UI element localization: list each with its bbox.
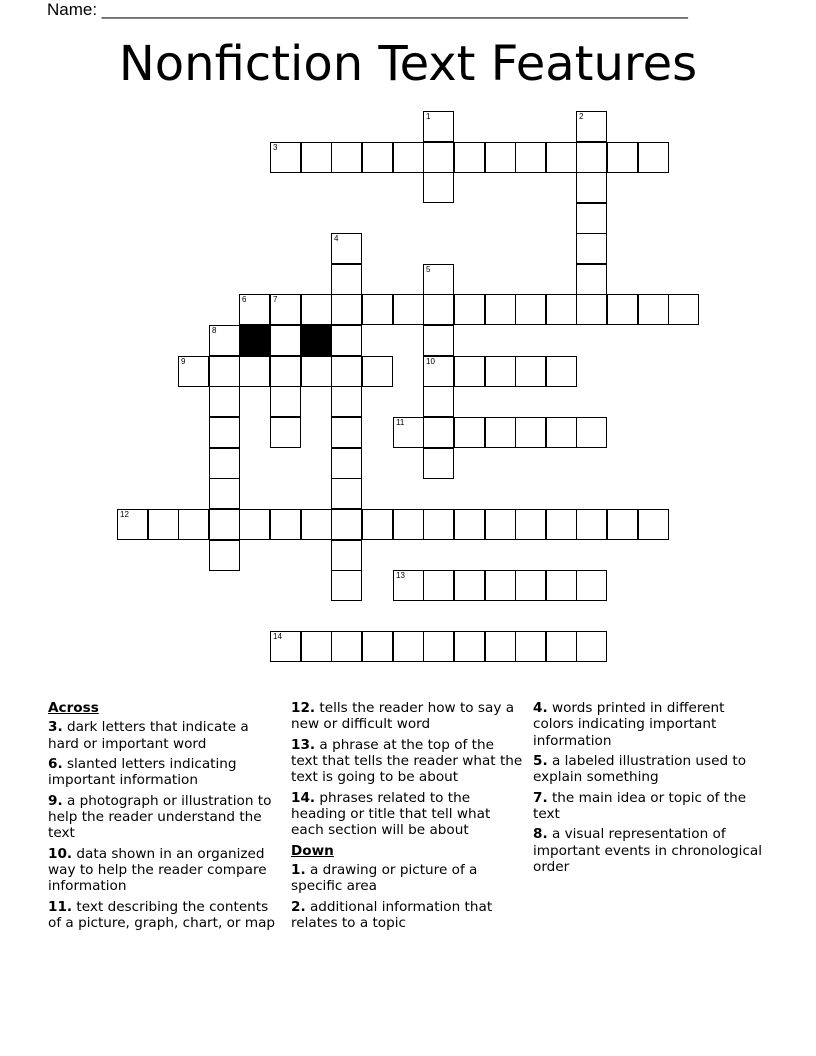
clue-number: 1.	[291, 862, 306, 879]
crossword-cell[interactable]	[454, 570, 485, 601]
crossword-cell[interactable]	[576, 203, 607, 234]
crossword-cell[interactable]	[331, 509, 362, 540]
crossword-cell[interactable]	[239, 356, 270, 387]
crossword-cell[interactable]	[576, 233, 607, 264]
crossword-cell[interactable]	[270, 509, 301, 540]
crossword-cell[interactable]	[454, 142, 485, 173]
crossword-cell[interactable]	[423, 111, 454, 142]
clue-text: text describing the contents of a picture, graph, chart, or map	[48, 898, 276, 932]
crossword-cell[interactable]	[454, 631, 485, 662]
page-title: Nonfiction Text Features	[118, 36, 698, 92]
crossword-cell[interactable]	[485, 570, 516, 601]
clue-text: tells the reader how to say a new or difficult word	[291, 700, 515, 733]
clue-text: a drawing or picture of a specific area	[291, 862, 478, 895]
crossword-cell[interactable]	[270, 386, 301, 417]
clues-column-2	[291, 700, 523, 935]
clue-text: dark letters that indicate a hard or important word	[48, 719, 249, 752]
crossword-block	[239, 325, 270, 356]
crossword-cell[interactable]	[515, 417, 546, 448]
clue-number-label: 13	[396, 571, 405, 580]
clue-down-5	[533, 753, 765, 786]
clue-text: a visual representation of important events in chronological order	[533, 826, 763, 876]
clue-number-label: 9	[181, 357, 186, 366]
clue-number-label: 7	[273, 295, 278, 304]
crossword-cell[interactable]	[638, 142, 669, 173]
crossword-cell[interactable]	[393, 509, 424, 540]
crossword-cell[interactable]	[178, 356, 209, 387]
crossword-cell[interactable]	[178, 509, 209, 540]
crossword-cell[interactable]	[607, 294, 638, 325]
crossword-cell[interactable]	[209, 509, 240, 540]
crossword-cell[interactable]	[362, 509, 393, 540]
clue-down-1	[291, 862, 523, 895]
clue-text: the main idea or topic of the text	[533, 789, 747, 823]
clue-number-label: 12	[120, 510, 129, 519]
clue-number: 2.	[291, 898, 306, 915]
clue-text: a labeled illustration used to explain something	[533, 753, 747, 786]
clue-text: slanted letters indicating important information	[48, 756, 237, 789]
crossword-cell[interactable]	[362, 142, 393, 173]
crossword-cell[interactable]	[301, 631, 332, 662]
crossword-cell[interactable]	[423, 509, 454, 540]
crossword-cell[interactable]	[331, 417, 362, 448]
crossword-cell[interactable]	[331, 142, 362, 173]
crossword-cell[interactable]	[393, 570, 424, 601]
crossword-cell[interactable]	[301, 294, 332, 325]
crossword-cell[interactable]	[546, 570, 577, 601]
crossword-cell[interactable]	[423, 417, 454, 448]
crossword-cell[interactable]	[576, 142, 607, 173]
clue-number: 14.	[291, 789, 316, 806]
crossword-cell[interactable]	[331, 233, 362, 264]
crossword-cell[interactable]	[362, 356, 393, 387]
crossword-cell[interactable]	[423, 264, 454, 295]
crossword-cell[interactable]	[393, 294, 424, 325]
clue-number-label: 14	[273, 632, 282, 641]
crossword-cell[interactable]	[546, 294, 577, 325]
crossword-cell[interactable]	[515, 294, 546, 325]
clue-number-label: 11	[396, 418, 405, 427]
clue-number-label: 4	[334, 234, 339, 243]
crossword-cell[interactable]	[576, 417, 607, 448]
clue-number: 5.	[533, 753, 548, 770]
clue-number: 4.	[533, 700, 548, 716]
clue-text: data shown in an organized way to help the reader compare information	[48, 845, 267, 895]
crossword-cell[interactable]	[485, 356, 516, 387]
crossword-cell[interactable]	[515, 509, 546, 540]
crossword-cell[interactable]	[270, 356, 301, 387]
clue-number: 10.	[48, 845, 73, 862]
clue-down-7	[533, 790, 765, 823]
clues-column-1	[48, 700, 280, 935]
clue-number: 7.	[533, 789, 548, 806]
crossword-cell[interactable]	[576, 111, 607, 142]
crossword-cell[interactable]	[576, 172, 607, 203]
crossword-cell[interactable]	[515, 356, 546, 387]
crossword-cell[interactable]	[301, 356, 332, 387]
clue-number-label: 8	[212, 326, 217, 335]
crossword-cell[interactable]	[331, 448, 362, 479]
crossword-cell[interactable]	[546, 417, 577, 448]
crossword-cell[interactable]	[638, 509, 669, 540]
crossword-cell[interactable]	[485, 417, 516, 448]
clue-text: words printed in different colors indicating important information	[533, 700, 725, 749]
clue-number: 3.	[48, 719, 63, 736]
crossword-cell[interactable]	[668, 294, 699, 325]
clue-across-9	[48, 793, 280, 842]
crossword-cell[interactable]	[454, 509, 485, 540]
crossword-cell[interactable]	[423, 294, 454, 325]
crossword-cell[interactable]	[607, 142, 638, 173]
crossword-cell[interactable]	[270, 294, 301, 325]
clue-number-label: 5	[426, 265, 431, 274]
name-line: Name: ______________________________________________________________	[47, 0, 688, 19]
crossword-cell[interactable]	[239, 294, 270, 325]
clue-text: phrases related to the heading or title that tell what each section will be about	[291, 789, 491, 839]
crossword-cell[interactable]	[301, 509, 332, 540]
crossword-cell[interactable]	[331, 570, 362, 601]
clue-number: 6.	[48, 756, 63, 773]
clue-number-label: 1	[426, 112, 431, 121]
crossword-block	[301, 325, 332, 356]
crossword-cell[interactable]	[209, 356, 240, 387]
crossword-cell[interactable]	[209, 540, 240, 571]
crossword-cell[interactable]	[485, 509, 516, 540]
crossword-cell[interactable]	[546, 631, 577, 662]
crossword-cell[interactable]	[209, 478, 240, 509]
crossword-cell[interactable]	[423, 325, 454, 356]
crossword-cell[interactable]	[331, 631, 362, 662]
clue-number: 13.	[291, 736, 316, 753]
clue-number: 8.	[533, 826, 548, 843]
crossword-cell[interactable]	[454, 356, 485, 387]
crossword-cell[interactable]	[239, 509, 270, 540]
crossword-cell[interactable]	[393, 142, 424, 173]
crossword-cell[interactable]	[270, 142, 301, 173]
clues-column-3	[533, 700, 765, 879]
crossword-cell[interactable]	[576, 631, 607, 662]
crossword-cell[interactable]	[331, 540, 362, 571]
crossword-cell[interactable]	[301, 142, 332, 173]
crossword-cell[interactable]	[209, 325, 240, 356]
crossword-cell[interactable]	[423, 172, 454, 203]
crossword-cell[interactable]	[423, 631, 454, 662]
crossword-cell[interactable]	[331, 294, 362, 325]
clue-text: a phrase at the top of the text that tells the reader what the text is going to be about	[291, 736, 523, 786]
crossword-cell[interactable]	[331, 356, 362, 387]
crossword-cell[interactable]	[454, 294, 485, 325]
crossword-cell[interactable]	[485, 631, 516, 662]
crossword-cell[interactable]	[270, 417, 301, 448]
crossword-cell[interactable]	[454, 417, 485, 448]
crossword-cell[interactable]	[607, 509, 638, 540]
clue-across-11	[48, 899, 280, 932]
crossword-cell[interactable]	[576, 509, 607, 540]
crossword-cell[interactable]	[209, 386, 240, 417]
crossword-cell[interactable]	[331, 264, 362, 295]
crossword-cell[interactable]	[331, 325, 362, 356]
crossword-cell[interactable]	[515, 631, 546, 662]
clue-down-2	[291, 899, 523, 932]
crossword-cell[interactable]	[423, 386, 454, 417]
crossword-cell[interactable]	[546, 509, 577, 540]
crossword-cell[interactable]	[362, 294, 393, 325]
clue-across-10	[48, 846, 280, 895]
crossword-cell[interactable]	[485, 142, 516, 173]
crossword-cell[interactable]	[270, 631, 301, 662]
clue-number-label: 3	[273, 143, 278, 152]
crossword-cell[interactable]	[576, 294, 607, 325]
clue-number: 12.	[291, 700, 316, 716]
clue-text: a photograph or illustration to help the reader understand the text	[48, 792, 272, 842]
crossword-cell[interactable]	[546, 356, 577, 387]
crossword-cell[interactable]	[546, 142, 577, 173]
crossword-cell[interactable]	[148, 509, 179, 540]
clue-number: 11.	[48, 898, 73, 915]
clue-across-13	[291, 737, 523, 786]
crossword-cell[interactable]	[423, 142, 454, 173]
clue-number-label: 6	[242, 295, 247, 304]
clue-down-4	[533, 700, 765, 749]
clue-text: additional information that relates to a topic	[291, 898, 493, 932]
crossword-cell[interactable]	[331, 386, 362, 417]
crossword-cell[interactable]	[393, 631, 424, 662]
crossword-cell[interactable]	[209, 417, 240, 448]
clue-number-label: 2	[579, 112, 584, 121]
crossword-cell[interactable]	[638, 294, 669, 325]
clue-across-3	[48, 719, 280, 752]
crossword-cell[interactable]	[423, 448, 454, 479]
crossword-cell[interactable]	[209, 448, 240, 479]
clue-number-label: 10	[426, 357, 435, 366]
crossword-cell[interactable]	[117, 509, 148, 540]
crossword-cell[interactable]	[362, 631, 393, 662]
clue-across-6	[48, 756, 280, 789]
crossword-cell[interactable]	[576, 570, 607, 601]
crossword-cell[interactable]	[423, 570, 454, 601]
clue-across-12	[291, 700, 523, 733]
down-heading: Down	[291, 842, 334, 859]
clue-across-14	[291, 790, 523, 839]
crossword-cell[interactable]	[270, 325, 301, 356]
clue-number: 9.	[48, 792, 63, 809]
crossword-cell[interactable]	[576, 264, 607, 295]
crossword-cell[interactable]	[423, 356, 454, 387]
crossword-cell[interactable]	[331, 478, 362, 509]
crossword-cell[interactable]	[393, 417, 424, 448]
clue-down-8	[533, 826, 765, 875]
crossword-cell[interactable]	[515, 570, 546, 601]
across-heading: Across	[48, 700, 99, 716]
crossword-cell[interactable]	[515, 142, 546, 173]
crossword-cell[interactable]	[485, 294, 516, 325]
